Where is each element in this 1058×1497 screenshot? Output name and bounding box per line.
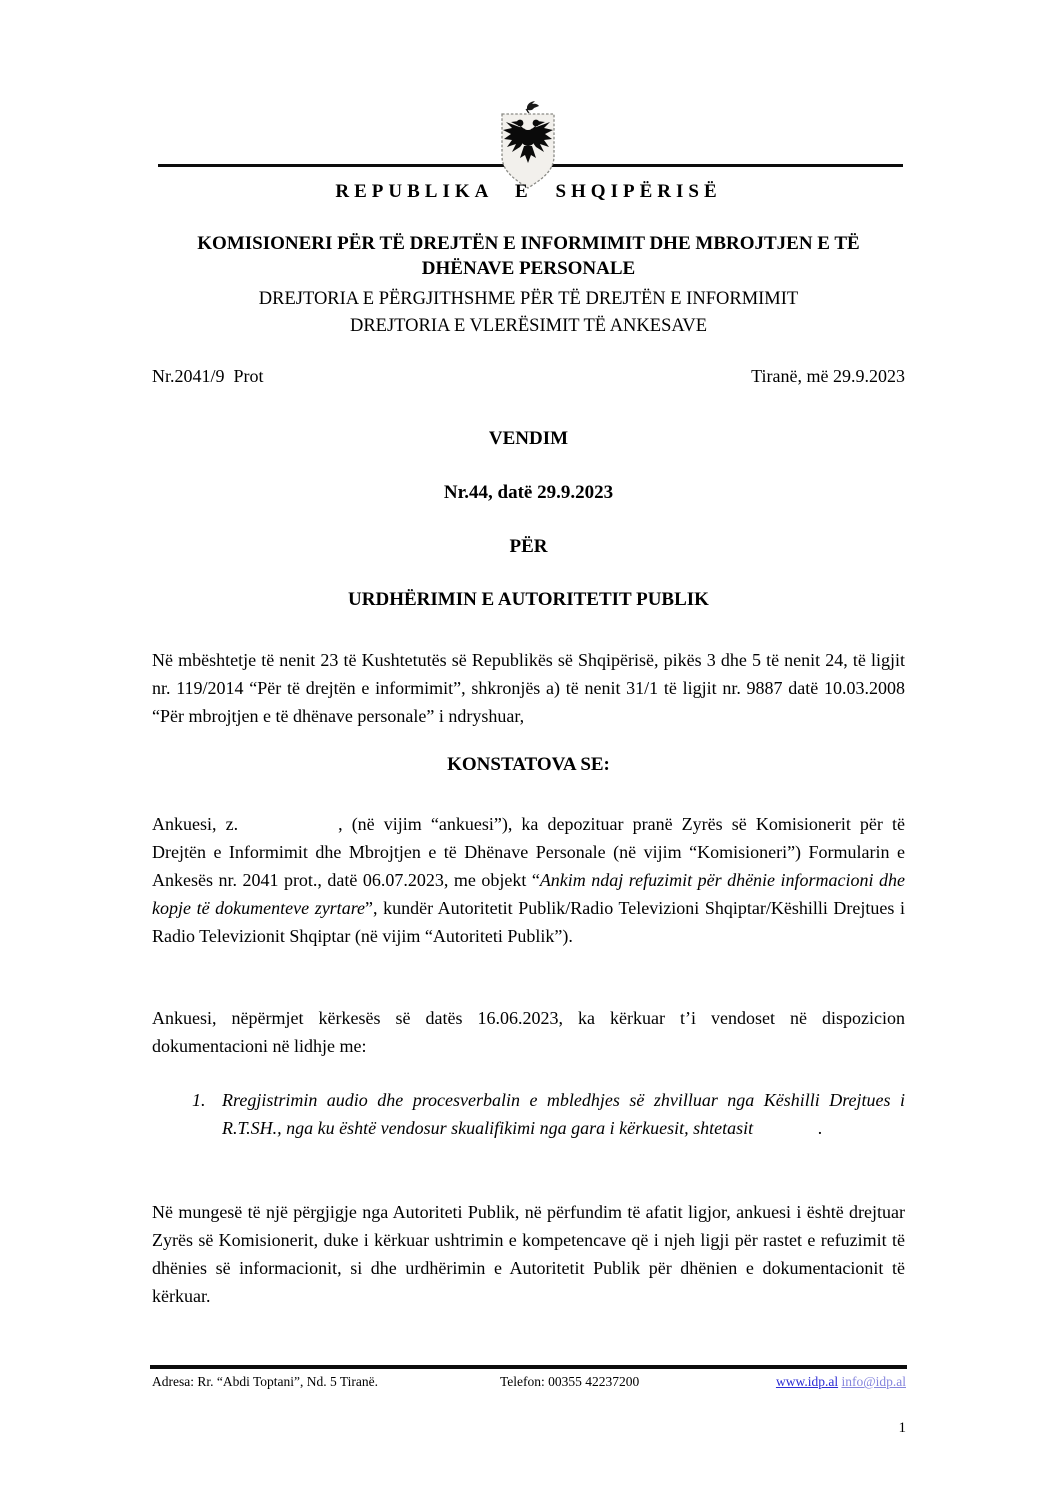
decision-number: Nr.44, datë 29.9.2023 [443,482,614,503]
legal-basis-paragraph: Në mbështetje të nenit 23 të Kushtetutës së Republikës së Shqipërisë, pikës 3 dhe 5 të nenit 24, të ligjit nr. 119/2014 “Për të drejtën e informimit”, shkronjës a) të nenit 31/1 të ligjit nr. 9887 datë 10.03.2008 “Për mbrojtjen e të dhënave personale” i ndryshuar, [152,650,905,726]
decision-subject: URDHËRIMIN E AUTORITETIT PUBLIK [348,589,709,610]
place-date: Tiranë, më 29.9.2023 [751,366,905,386]
complaint-paragraph [152,810,905,950]
institution-name-text: KOMISIONERI PËR TË DREJTËN E INFORMIMIT DHE MBROJTJEN E TË DHËNAVE PERSONALE [197,233,860,279]
page-number: 1 [898,1420,906,1436]
footer-divider [150,1365,907,1369]
complaint-text-before: Ankuesi, z. [152,814,239,834]
footer-links [776,1374,906,1390]
email-link[interactable]: info@idp.al [841,1374,906,1389]
meta-row [152,366,905,387]
request-intro-paragraph: Ankuesi, nëpërmjet kërkesës së datës 16.06.2023, ka kërkuar t’i vendoset në dispozicion dokumentacioni në lidhje me: [152,1008,905,1056]
website-link[interactable]: www.idp.al [775,1374,839,1389]
republic-name: REPUBLIKA E SHQIPËRISË [335,181,722,202]
list-item-text [222,1086,905,1142]
decision-heading: VENDIM [488,428,569,449]
konstatova-heading: KONSTATOVA SE: [447,754,610,775]
decision-per-label: PËR [509,536,548,557]
complaint-object-italic: Ankim ndaj refuzimit për dhënie informacioni dhe kopje të dokumenteve zyrtare [152,870,905,918]
protocol-number: Nr.2041/9 Prot [152,366,264,386]
institution-name [152,231,905,281]
directorate-appeals: DREJTORIA E VLERËSIMIT TË ANKESAVE [349,316,707,336]
list-item-number: 1. [192,1090,206,1110]
list-item-text-main: Rregjistrimin audio dhe procesverbalin e mbledhjes së zhvilluar nga Këshilli Drejtues i R.T.SH., nga ku është vendosur skualifikimi nga gara i kërkuesit, shtetasit [222,1090,905,1138]
footer-phone: Telefon: 00355 42237200 [500,1374,640,1389]
footer-address: Adresa: Rr. “Abdi Toptani”, Nd. 5 Tiranë. [152,1374,379,1389]
list-item-period: . [818,1118,823,1138]
albania-coat-of-arms-icon [496,98,560,192]
directorate-general: DREJTORIA E PËRGJITHSHME PËR TË DREJTËN E INFORMIMIT [258,289,799,309]
directorates-block [152,286,905,340]
complaint-text-middle: , (në vijim “ankuesi”), ka depozituar pranë Zyrës së Komisionerit për të Drejtën e Informimit dhe Mbrojtjen e të Dhënave Personale (në vijim “Komisioneri”) Formularin e Ankesës nr. 2041 prot., datë 06.07.2023, me objekt “ [152,814,905,890]
request-list-item [192,1086,905,1142]
complaint-text-after: ”, kundër Autoritetit Publik/Radio Televizioni Shqiptar/Këshilli Drejtues i Radio Televizionit Shqiptar (në vijim “Autoriteti Publik”). [152,898,905,946]
no-response-paragraph: Në mungesë të një përgjigje nga Autoriteti Publik, në përfundim të afatit ligjor, ankuesi i është drejtuar Zyrës së Komisionerit, duke i kërkuar ushtrimin e kompetencave që i njeh ligji për rastet e refuzimit të dhënies së informacionit, si dhe urdhërimin e Autoritetit Publik për dhënien e dokumentacionit të kërkuar. [152,1202,905,1306]
